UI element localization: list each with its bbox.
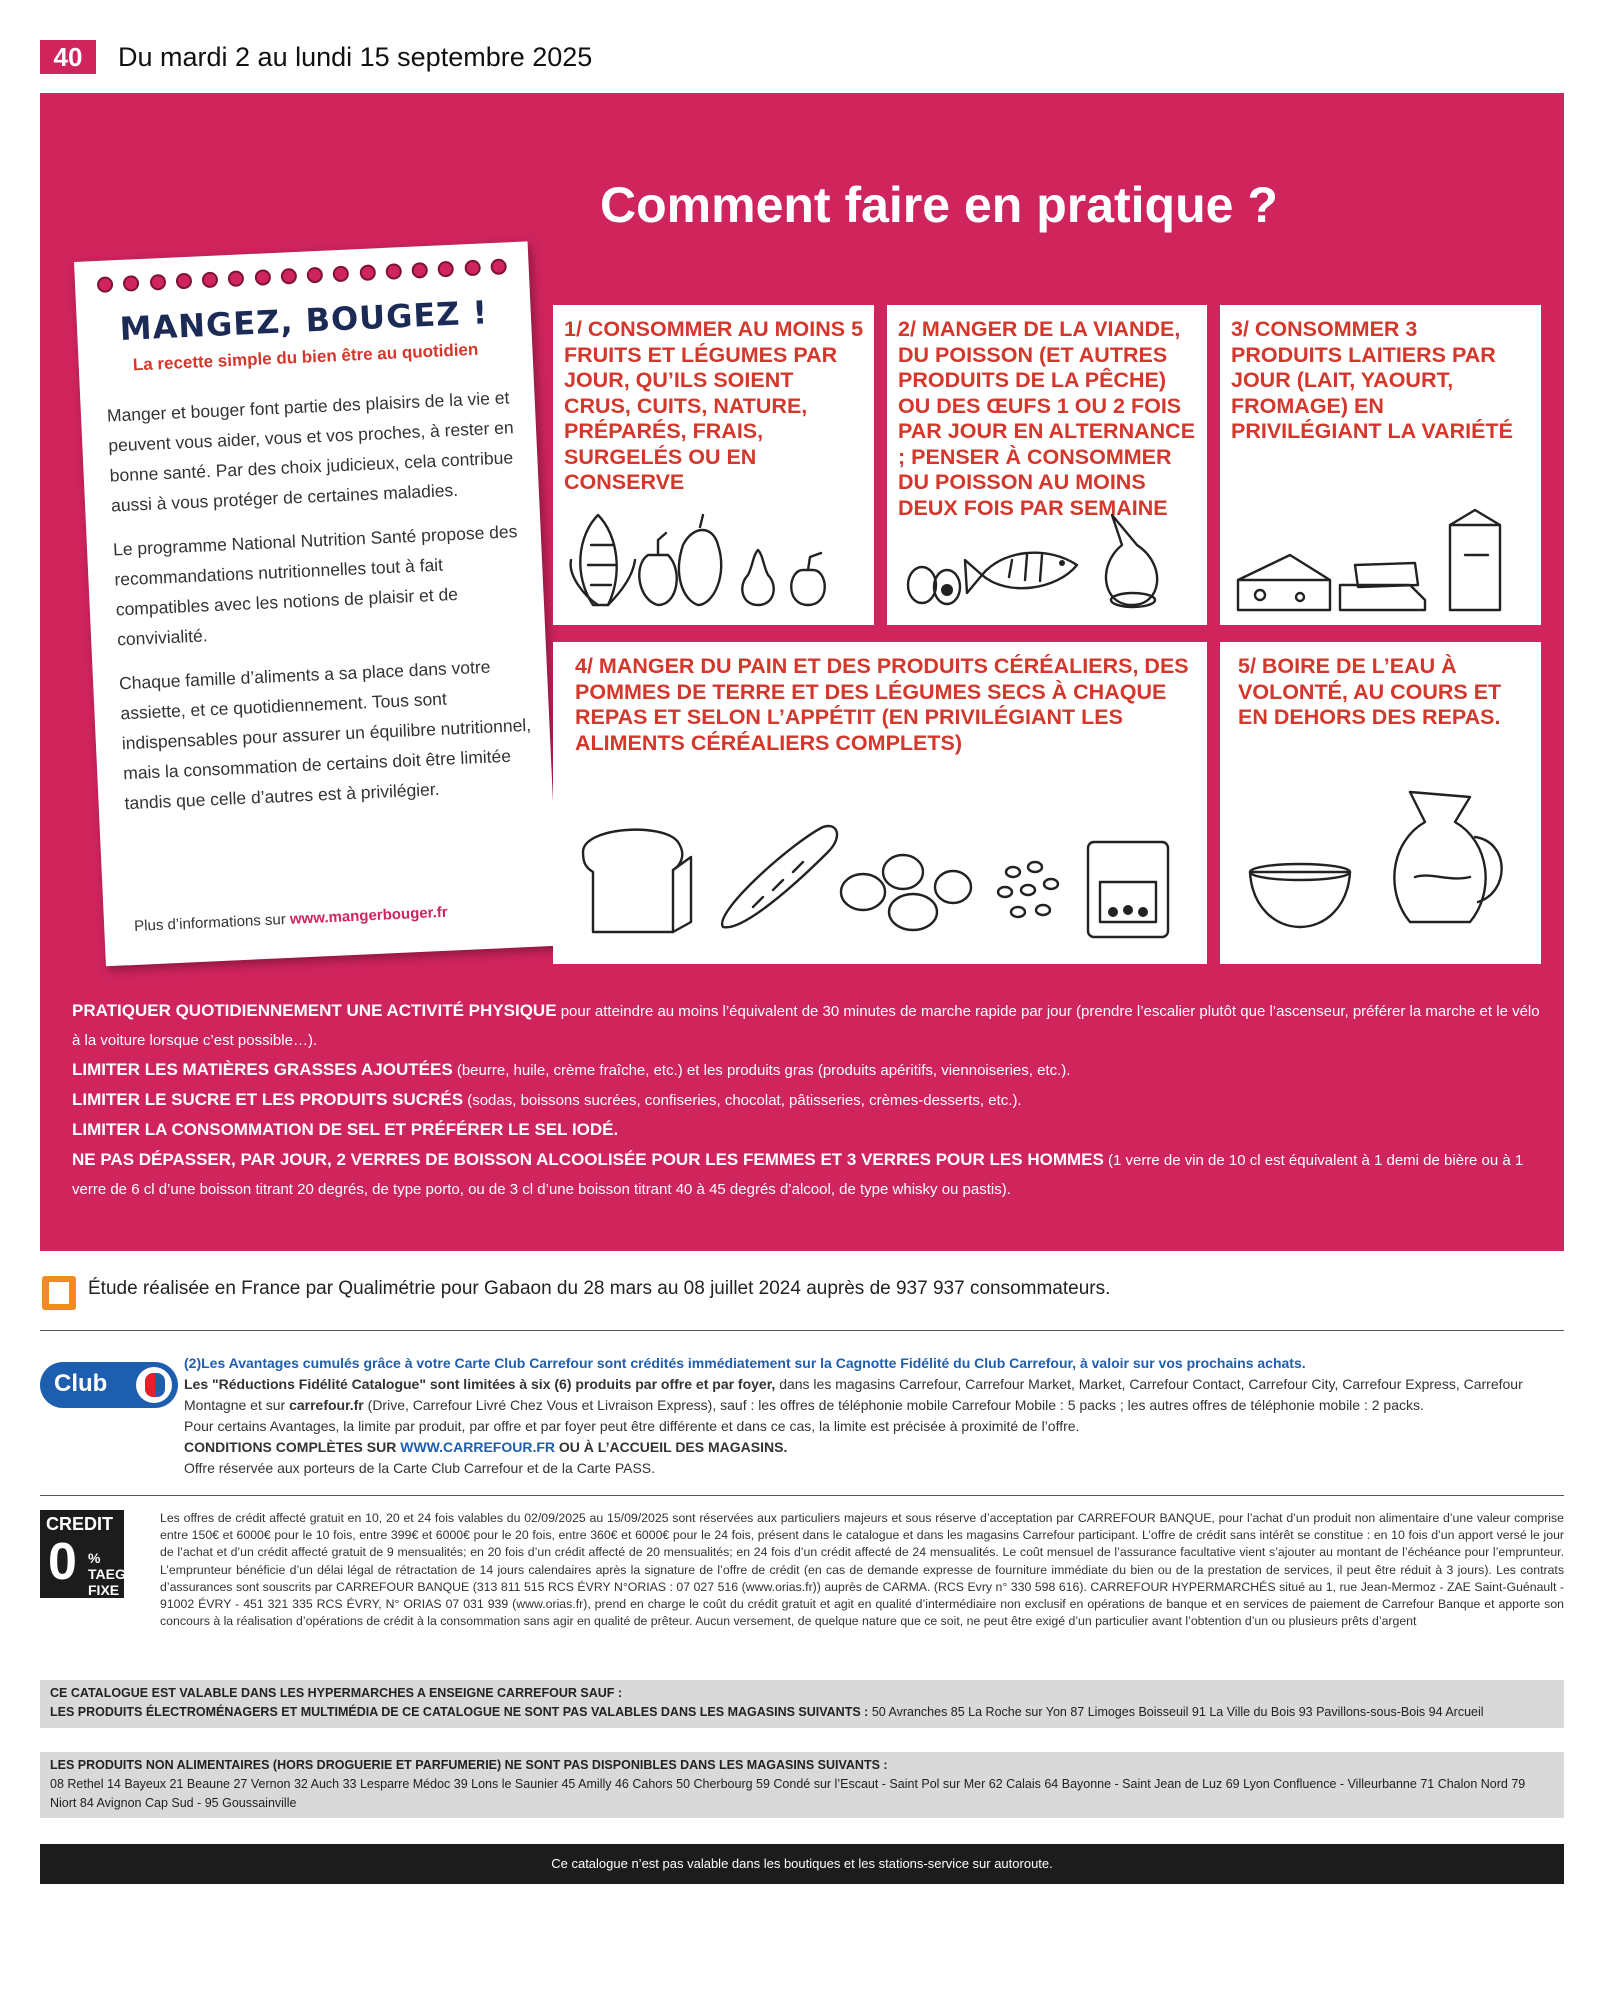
club-line: Pour certains Avantages, la limite par produit, par offre et par foyer peut être différente et dans ce cas, la limite est précisée à proximité de l’offre. [184,1418,1080,1434]
tip-text: 1/ CONSOMMER AU MOINS 5 FRUITS ET LÉGUMES PAR JOUR, QU’ILS SOIENT CRUS, CUITS, NATURE, PRÉPARÉS, FRAIS, SURGELÉS OU EN CONSERVE [564,317,864,494]
note-subtitle: La recette simple du bien être au quotidien [132,339,479,375]
page-number: 40 [40,40,96,74]
advice-item: LIMITER LE SUCRE ET LES PRODUITS SUCRÉS (sodas, boissons sucrées, confiseries, chocolat, pâtisseries, crèmes-desserts, etc.). [72,1090,1022,1109]
survey-icon [42,1276,76,1310]
more-info [134,904,448,935]
date-range: Du mardi 2 au lundi 15 septembre 2025 [118,42,593,72]
panel-title: Comment faire en pratique ? [600,177,1278,233]
note-paragraph: Chaque famille d’aliments a sa place dans votre assiette, et ce quotidiennement. Tous sont indispensables pour assurer un équilibre nutritionnel, mais la consommation de certains doit être limitée tandis que celle d’autres est à privilégier. [118,656,532,814]
carrefour-logo-icon [136,1367,172,1403]
meat-fish-egg-icon [897,505,1197,615]
notebook-rings [97,258,508,299]
club-line: (2)Les Avantages cumulés grâce à votre Carte Club Carrefour sont crédités immédiatement sur la Cagnotte Fidélité du Club Carrefour, à valoir sur vos prochains achats. [184,1355,1306,1371]
note-title: MANGEZ, BOUGEZ ! [118,293,489,348]
water-jug-icon [1230,782,1530,942]
note-paragraph: Le programme National Nutrition Santé propose des recommandations nutritionnelles tout à fait compatibles avec les notions de plaisir et de convivialité. [112,521,518,650]
club-line: Les "Réductions Fidélité Catalogue" sont limitées à six (6) produits par offre et par foyer, dans les magasins Carrefour, Carrefour Market, Market, Carrefour Contact, Carrefour City, Carrefour Express, Carrefour Montagne et sur carrefour.fr (Drive, Carrefour Livré Chez Vous et Livraison Express), sauf : les offres de téléphonie mobile Carrefour Mobile : 5 packs ; les autres offres de téléphonie mobile : 2 packs. [184,1376,1523,1413]
advice-item: LIMITER LA CONSOMMATION DE SEL ET PRÉFÉRER LE SEL IODÉ. [72,1120,619,1139]
carrefour-site-link[interactable]: carrefour.fr [289,1397,364,1413]
divider [40,1495,1564,1496]
tip-box-water [1220,642,1541,964]
club-line: CONDITIONS COMPLÈTES SUR WWW.CARREFOUR.FR OU À L’ACCUEIL DES MAGASINS. [184,1439,788,1455]
fruits-vegetables-icon [563,505,863,615]
footer-bar: Ce catalogue n’est pas valable dans les boutiques et les stations-service sur autoroute. [40,1844,1564,1884]
club-line: Offre réservée aux porteurs de la Carte Club Carrefour et de la Carte PASS. [184,1460,656,1476]
more-info-label: Plus d’informations sur [133,911,287,935]
non-food-bar: LES PRODUITS NON ALIMENTAIRES (HORS DROGUERIE ET PARFUMERIE) NE SONT PAS DISPONIBLES DANS LES MAGASINS SUIVANTS : 08 Rethel 14 Bayeux 21 Beaune 27 Vernon 32 Auch 33 Lesparre Médoc 39 Lons le Saunier 45 Amilly 46 Cahors 50 Cherbourg 59 Condé sur l’Escaut - Saint Pol sur Mer 62 Calais 64 Bayonne - Saint Jean de Luz 69 Lyon Confluence - Villeurbanne 71 Chalon Nord 79 Niort 84 Avignon Cap Sud - 95 Goussainville [40,1752,1564,1818]
note-body [106,382,535,832]
credit-0-taeg-logo: CREDIT 0 % TAEG FIXE [40,1510,124,1598]
club-carrefour-logo [40,1362,178,1408]
tip-box-cereals [553,642,1207,964]
advice-list [72,996,1542,1204]
study-text: Étude réalisée en France par Qualimétrie pour Gabaon du 28 mars au 08 juillet 2024 auprès de 937 937 consommateurs. [88,1278,1111,1299]
bread-cereals-icon [573,812,1193,942]
club-conditions [184,1353,1564,1479]
tip-text: 3/ CONSOMMER 3 PRODUITS LAITIERS PAR JOUR (LAIT, YAOURT, FROMAGE) EN PRIVILÉGIANT LA VARIÉTÉ [1231,317,1513,443]
mangerbouger-link[interactable]: www.mangerbouger.fr [289,903,448,928]
tip-text: 4/ MANGER DU PAIN ET DES PRODUITS CÉRÉALIERS, DES POMMES DE TERRE ET DES LÉGUMES SECS À CHAQUE REPAS ET SELON L’APPÉTIT (EN PRIVILÉGIANT LES ALIMENTS CÉRÉALIERS COMPLETS) [575,654,1189,755]
tip-box-protein [887,305,1207,625]
advice-item: LIMITER LES MATIÈRES GRASSES AJOUTÉES (beurre, huile, crème fraîche, etc.) et les produits gras (produits apéritifs, viennoiseries, etc.). [72,1060,1071,1079]
dairy-icon [1230,485,1530,615]
tip-text: 2/ MANGER DE LA VIANDE, DU POISSON (ET AUTRES PRODUITS DE LA PÊCHE) OU DES ŒUFS 1 OU 2 FOIS PAR JOUR EN ALTERNANCE ; PENSER À CONSOMMER DU POISSON AU MOINS DEUX FOIS PAR SEMAINE [898,317,1196,520]
tip-box-fruits [553,305,874,625]
tip-text: 5/ BOIRE DE L’EAU À VOLONTÉ, AU COURS ET EN DEHORS DES REPAS. [1238,654,1502,729]
advice-item: PRATIQUER QUOTIDIENNEMENT UNE ACTIVITÉ PHYSIQUE pour atteindre au moins l’équivalent de 30 minutes de marche rapide par jour (prendre l’escalier plutôt que l’ascenseur, préférer la marche et le vélo à la voiture lorsque c’est possible…). [72,1001,1540,1049]
validity-bar: CE CATALOGUE EST VALABLE DANS LES HYPERMARCHES A ENSEIGNE CARREFOUR SAUF : LES PRODUITS ÉLECTROMÉNAGERS ET MULTIMÉDIA DE CE CATALOGUE NE SONT PAS VALABLES DANS LES MAGASINS SUIVANTS : 50 Avranches 85 La Roche sur Yon 87 Limoges Boisseuil 91 La Ville du Bois 93 Pavillons-sous-Bois 94 Arcueil [40,1680,1564,1728]
advice-item: NE PAS DÉPASSER, PAR JOUR, 2 VERRES DE BOISSON ALCOOLISÉE POUR LES FEMMES ET 3 VERRES POUR LES HOMMES (1 verre de vin de 10 cl est équivalent à 1 demi de bière ou à 1 verre de 6 cl d’une boisson titrant 20 degrés, de type porto, ou de 3 cl d’une boisson titrant 40 à 45 degrés d’alcool, de type whisky ou pastis). [72,1150,1524,1198]
note-paragraph: Manger et bouger font partie des plaisirs de la vie et peuvent vous aider, vous et vos proches, à rester en bonne santé. Par des choix judicieux, cela contribue aussi à vous protéger de certaines maladies. [106,387,515,516]
tip-box-dairy [1220,305,1541,625]
club-logo-text: Club [54,1370,108,1397]
carrefour-url-link[interactable]: WWW.CARREFOUR.FR [400,1439,556,1455]
note-card [74,241,560,966]
divider [40,1330,1564,1331]
credit-legal-text: Les offres de crédit affecté gratuit en 10, 20 et 24 fois valables du 02/09/2025 au 15/09/2025 sont réservées aux particuliers majeurs et sous réserve d’acceptation par CARREFOUR BANQUE, pour l’achat d’un produit non alimentaire d’une valeur comprise entre 150€ et 6000€ pour le 10 fois, entre 399€ et 6000€ pour le 20 fois, entre 360€ et 6000€ pour le 24 fois, présent dans le catalogue et dans les magasins Carrefour participant. L’offre de crédit sans intérêt se constitue : en 10 fois d’un apport versé le jour de l’achat et d’un crédit affecté gratuit de 9 mensualités; en 20 fois d’un crédit affecté de 20 mensualités; en 24 fois d’un crédit affecté de 24 mensualités. Le coût mensuel de l’assurance facultative vient s’ajouter au montant de l’échéance pour l’emprunteur. L’emprunteur bénéficie d’un délai légal de rétractation de 14 jours calendaires après la signature de l’offre de crédit (en cas de demande expresse de fourniture immédiate du bien ou de la prestation de services, il peut être réduit à 3 jours). Les contrats d’assurances sont souscrits par CARREFOUR BANQUE (313 811 515 RCS ÉVRY N°ORIAS : 07 027 516 (www.orias.fr)) auprès de CARMA. (RCS Evry n° 330 598 616). CARREFOUR HYPERMARCHÉS situé au 1, rue Jean-Mermoz - ZAE Saint-Guénault - 91002 ÉVRY - 451 321 335 RCS ÉVRY, N° ORIAS 07 031 939 (www.orias.fr), prend en charge le coût du crédit gratuit et agit en qualité d’intermédiaire non exclusif en opérations de banque et en services de paiement de Carrefour Banque et apporte son concours à la réalisation d’opérations de crédit à la consommation sans agir en qualité de prêteur. Aucun versement, de quelque nature que ce soit, ne peut être exigé d’un particulier avant l’obtention d’un ou plusieurs prêts d’argent [160,1511,1564,1629]
